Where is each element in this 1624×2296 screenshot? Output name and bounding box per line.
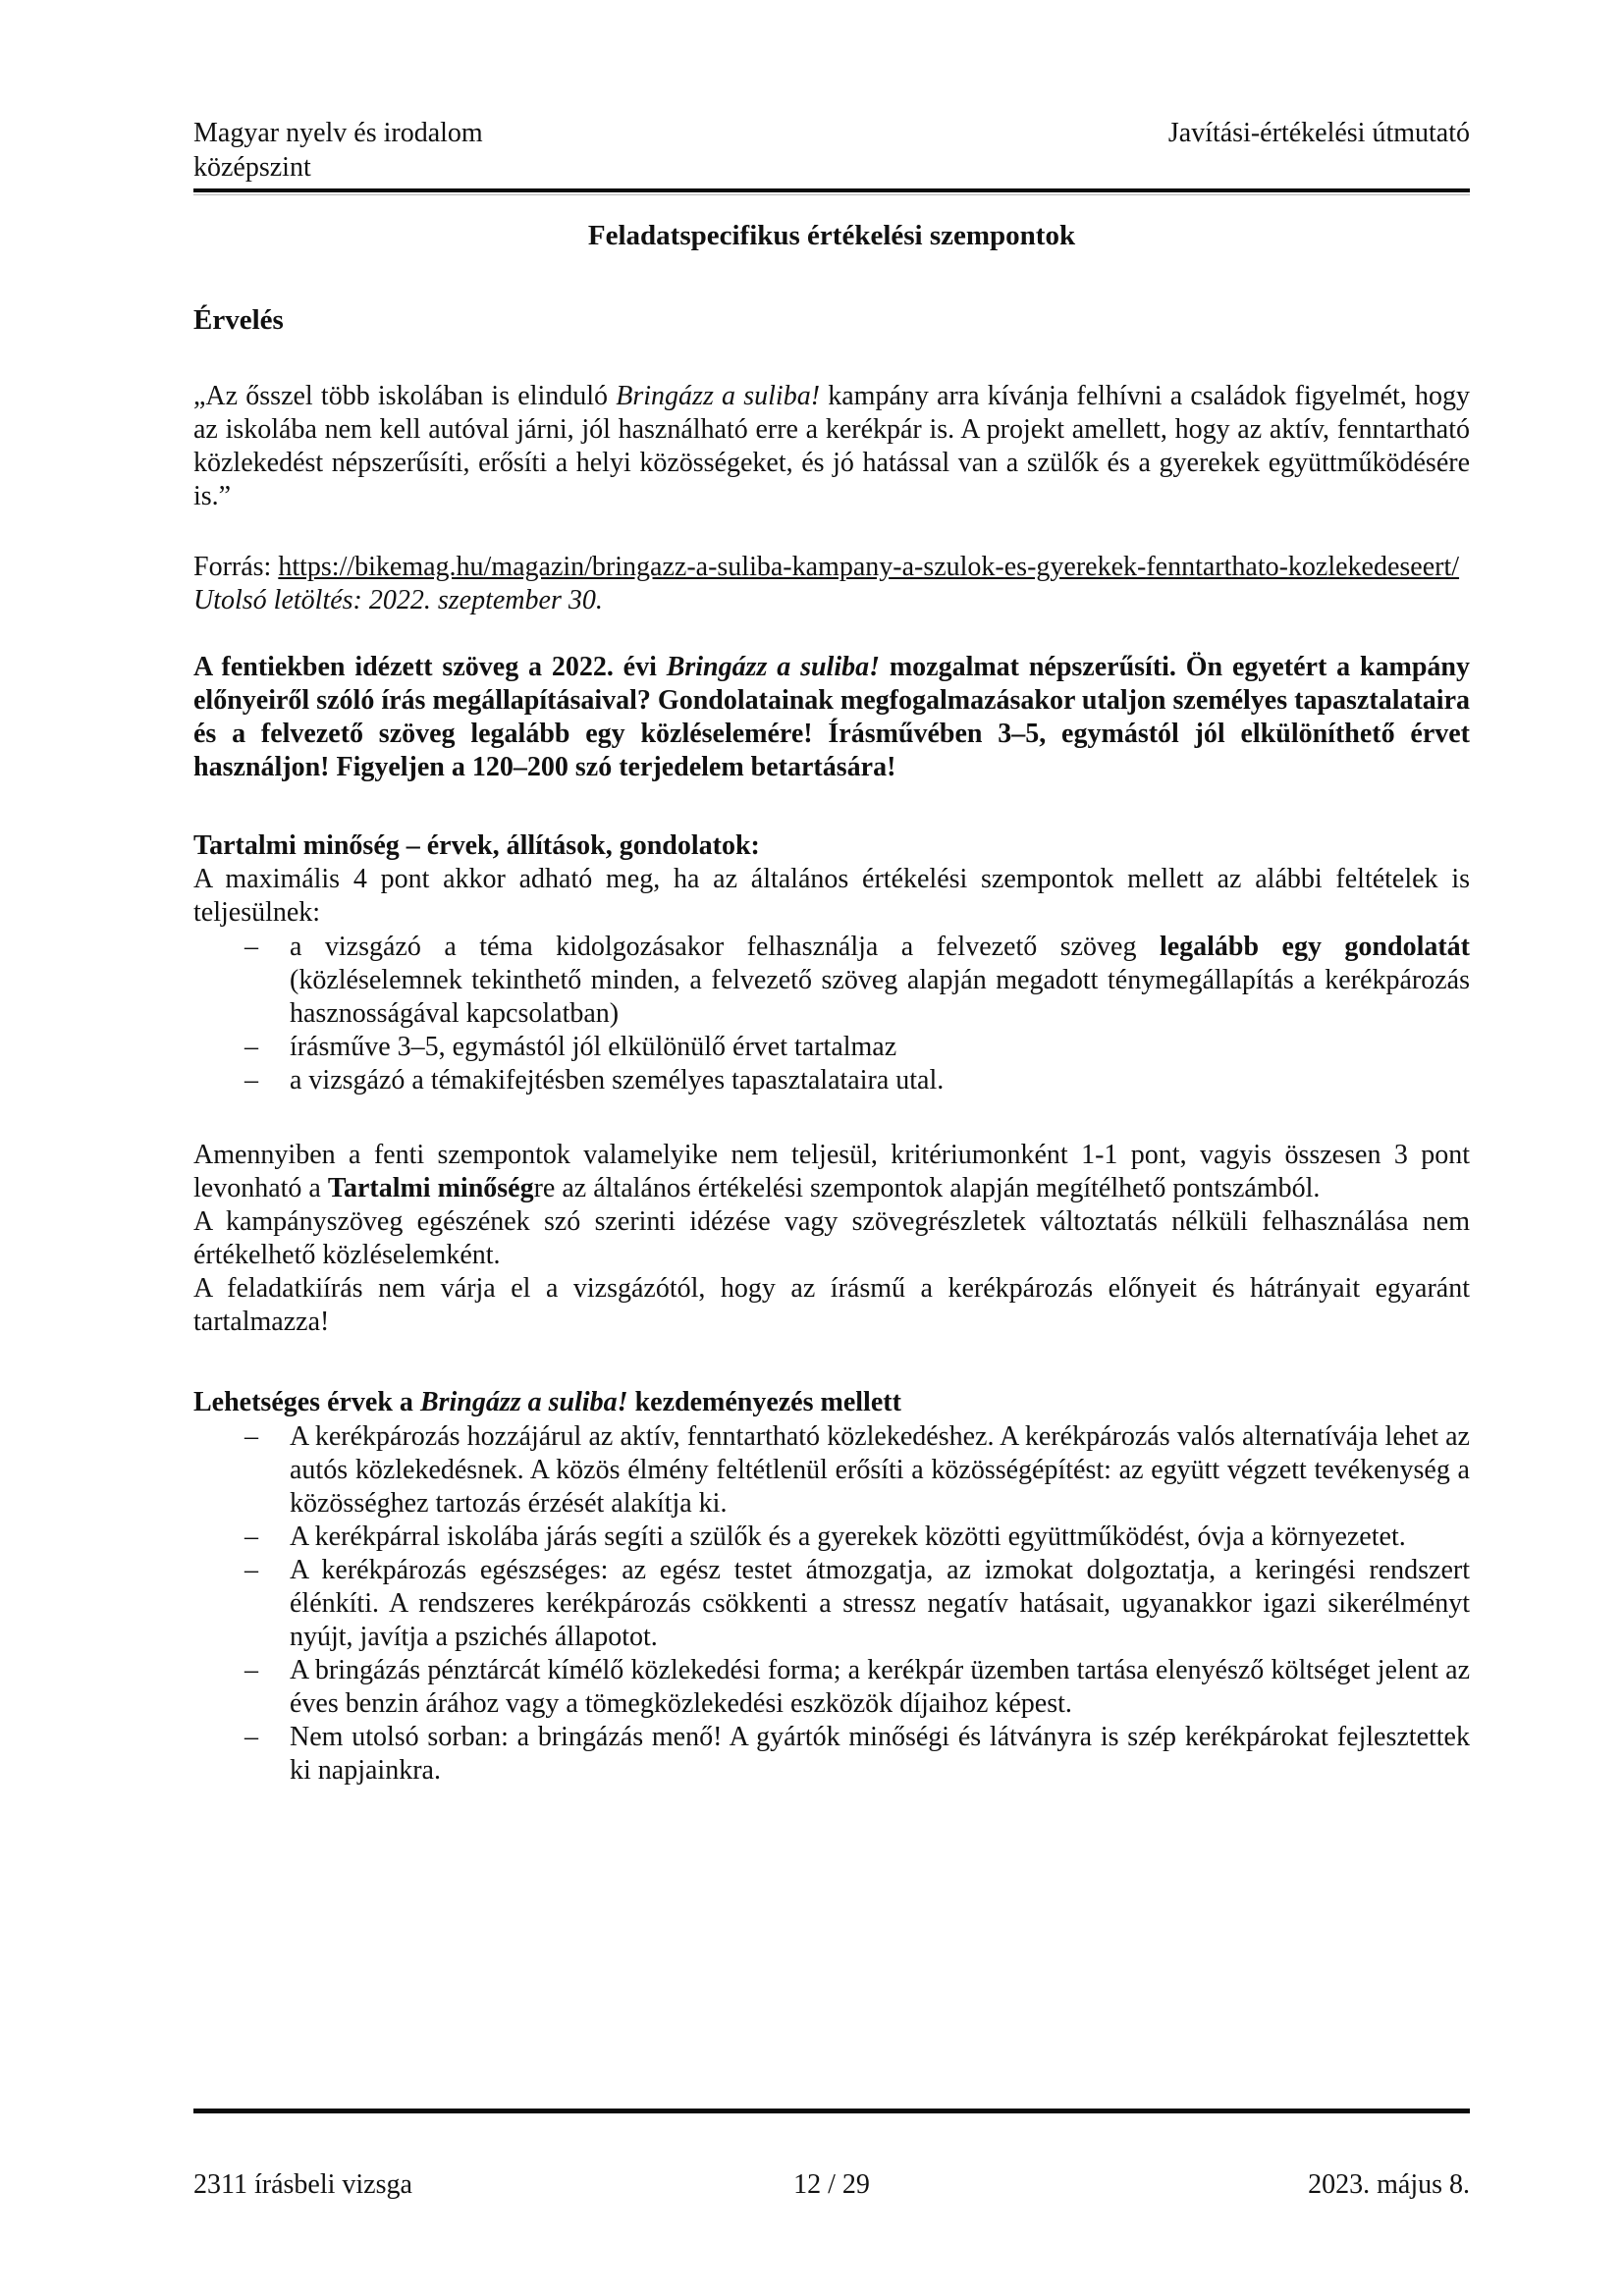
bullet-text: Nem utolsó sorban: a bringázás menő! A gyártók minőségi és látványra is szép kerékpárokat fejlesztettek ki napjainkra.	[290, 1722, 1470, 1786]
quote-paragraph: „Az ősszel több iskolában is elinduló Bringázz a suliba! kampány arra kívánja felhívni a családok figyelmét, hogy az iskolába nem kell autóval járni, jól használható erre a kerékpár is. A projekt amellett, hogy az aktív, fenntartható közlekedést népszerűsíti, erősíti a helyi közösségeket, és jó hatással van a szülők és a gyerekek együttműködésére is.”	[193, 381, 1470, 511]
content-quality-heading: Tartalmi minőség – érvek, állítások, gondolatok:	[193, 830, 760, 861]
footer-page-number: 12 / 29	[793, 2169, 870, 2200]
bullet-text: írásműve 3–5, egymástól jól elkülönülő érvet tartalmaz	[290, 1032, 897, 1062]
possible-arguments-bullet-list	[193, 1420, 1470, 1788]
bullet-dash: –	[244, 932, 258, 962]
task-paragraph: A fentiekben idézett szöveg a 2022. évi Bringázz a suliba! mozgalmat népszerűsíti. Ön egyetért a kampány előnyeiről szóló írás megállapításaival? Gondolatainak megfogalmazásakor utaljon személyes tapasztalataira és a felvezető szöveg legalább egy közléselemére! Írásművében 3–5, egymástól jól elkülöníthető érvet használjon! Figyeljen a 120–200 szó terjedelem betartására!	[193, 652, 1470, 782]
list-item	[193, 1654, 1470, 1721]
bullet-dash: –	[244, 1421, 258, 1452]
page-header	[193, 116, 1470, 195]
paragraph: Amennyiben a fenti szempontok valamelyike nem teljesül, kritériumonként 1-1 pont, vagyis összesen 3 pont levonható a Tartalmi minőségre az általános értékelési szempontok alapján megítélhető pontszámból.	[193, 1140, 1470, 1203]
content-quality-intro: A maximális 4 pont akkor adható meg, ha az általános értékelési szempontok mellett az alábbi feltételek is teljesülnek:	[193, 864, 1470, 928]
source-label: Forrás:	[193, 552, 279, 582]
bullet-dash: –	[244, 1655, 258, 1685]
paragraph: A feladatkiírás nem várja el a vizsgázótól, hogy az írásmű a kerékpározás előnyeit és hátrányait egyaránt tartalmazza!	[193, 1273, 1470, 1337]
bullet-text: A kerékpárral iskolába járás segíti a szülők és a gyerekek közötti együttműködést, óvja a környezetet.	[290, 1522, 1406, 1552]
header-left	[193, 116, 483, 185]
section-heading-erveles: Érvelés	[193, 304, 284, 336]
bullet-dash: –	[244, 1522, 258, 1552]
source-block	[193, 551, 1470, 617]
footer-rule	[193, 2109, 1470, 2113]
bullet-dash: –	[244, 1555, 258, 1585]
footer-date: 2023. május 8.	[1308, 2169, 1470, 2200]
bullet-dash: –	[244, 1722, 258, 1752]
header-guide-label: Javítási-értékelési útmutató	[1167, 118, 1470, 148]
header-rule	[193, 188, 1470, 195]
bullet-text: A kerékpározás egészséges: az egész testet átmozgatja, az izmokat dolgoztatja, a keringési rendszert élénkíti. A rendszeres kerékpározás csökkenti a stressz negatív hatásait, ugyanakkor igazi sikerélményt nyújt, javítja a pszichés állapotot.	[290, 1555, 1470, 1652]
deduction-paragraphs	[193, 1139, 1470, 1339]
bullet-text: a vizsgázó a téma kidolgozásakor felhasználja a felvezető szöveg legalább egy gondolatát (közléselemnek tekinthető minden, a felvezető szöveg alapján megadott ténymegállapítás a kerékpározás hasznosságával kapcsolatban)	[290, 932, 1470, 1029]
content-quality-bullet-list	[193, 931, 1470, 1097]
header-level: középszint	[193, 152, 311, 183]
bullet-text: A bringázás pénztárcát kímélő közlekedési forma; a kerékpár üzemben tartása elenyésző költséget jelent az éves benzin árához vagy a tömegközlekedési eszközök díjaihoz képest.	[290, 1655, 1470, 1719]
bullet-dash: –	[244, 1032, 258, 1062]
list-item	[193, 1521, 1470, 1554]
list-item	[193, 1721, 1470, 1788]
footer-exam-code: 2311 írásbeli vizsga	[193, 2169, 412, 2200]
paragraph: A kampányszöveg egészének szó szerinti idézése vagy szövegrészletek változtatás nélküli felhasználása nem értékelhető közléselemként.	[193, 1206, 1470, 1270]
list-item	[193, 1031, 1470, 1064]
bullet-text: A kerékpározás hozzájárul az aktív, fenntartható közlekedéshez. A kerékpározás valós alternatívája lehet az autós közlekedésnek. A közös élmény feltétlenül erősíti a közösségépítést: az együtt végzett tevékenység a közösséghez tartozás érzését alakítja ki.	[290, 1421, 1470, 1519]
possible-arguments-heading: Lehetséges érvek a Bringázz a suliba! kezdeményezés mellett	[193, 1387, 901, 1417]
bullet-text: a vizsgázó a témakifejtésben személyes tapasztalataira utal.	[290, 1065, 945, 1095]
page-footer	[193, 2109, 1470, 2202]
list-item	[193, 931, 1470, 1031]
source-retrieved-line: Utolsó letöltés: 2022. szeptember 30.	[193, 585, 603, 615]
header-subject: Magyar nyelv és irodalom	[193, 118, 483, 148]
list-item	[193, 1064, 1470, 1097]
list-item	[193, 1420, 1470, 1521]
bullet-dash: –	[244, 1065, 258, 1095]
page-title: Feladatspecifikus értékelési szempontok	[587, 220, 1076, 251]
source-link[interactable]: https://bikemag.hu/magazin/bringazz-a-suliba-kampany-a-szulok-es-gyerekek-fenntarthato-kozlekedeseert/	[278, 552, 1460, 582]
list-item	[193, 1554, 1470, 1654]
